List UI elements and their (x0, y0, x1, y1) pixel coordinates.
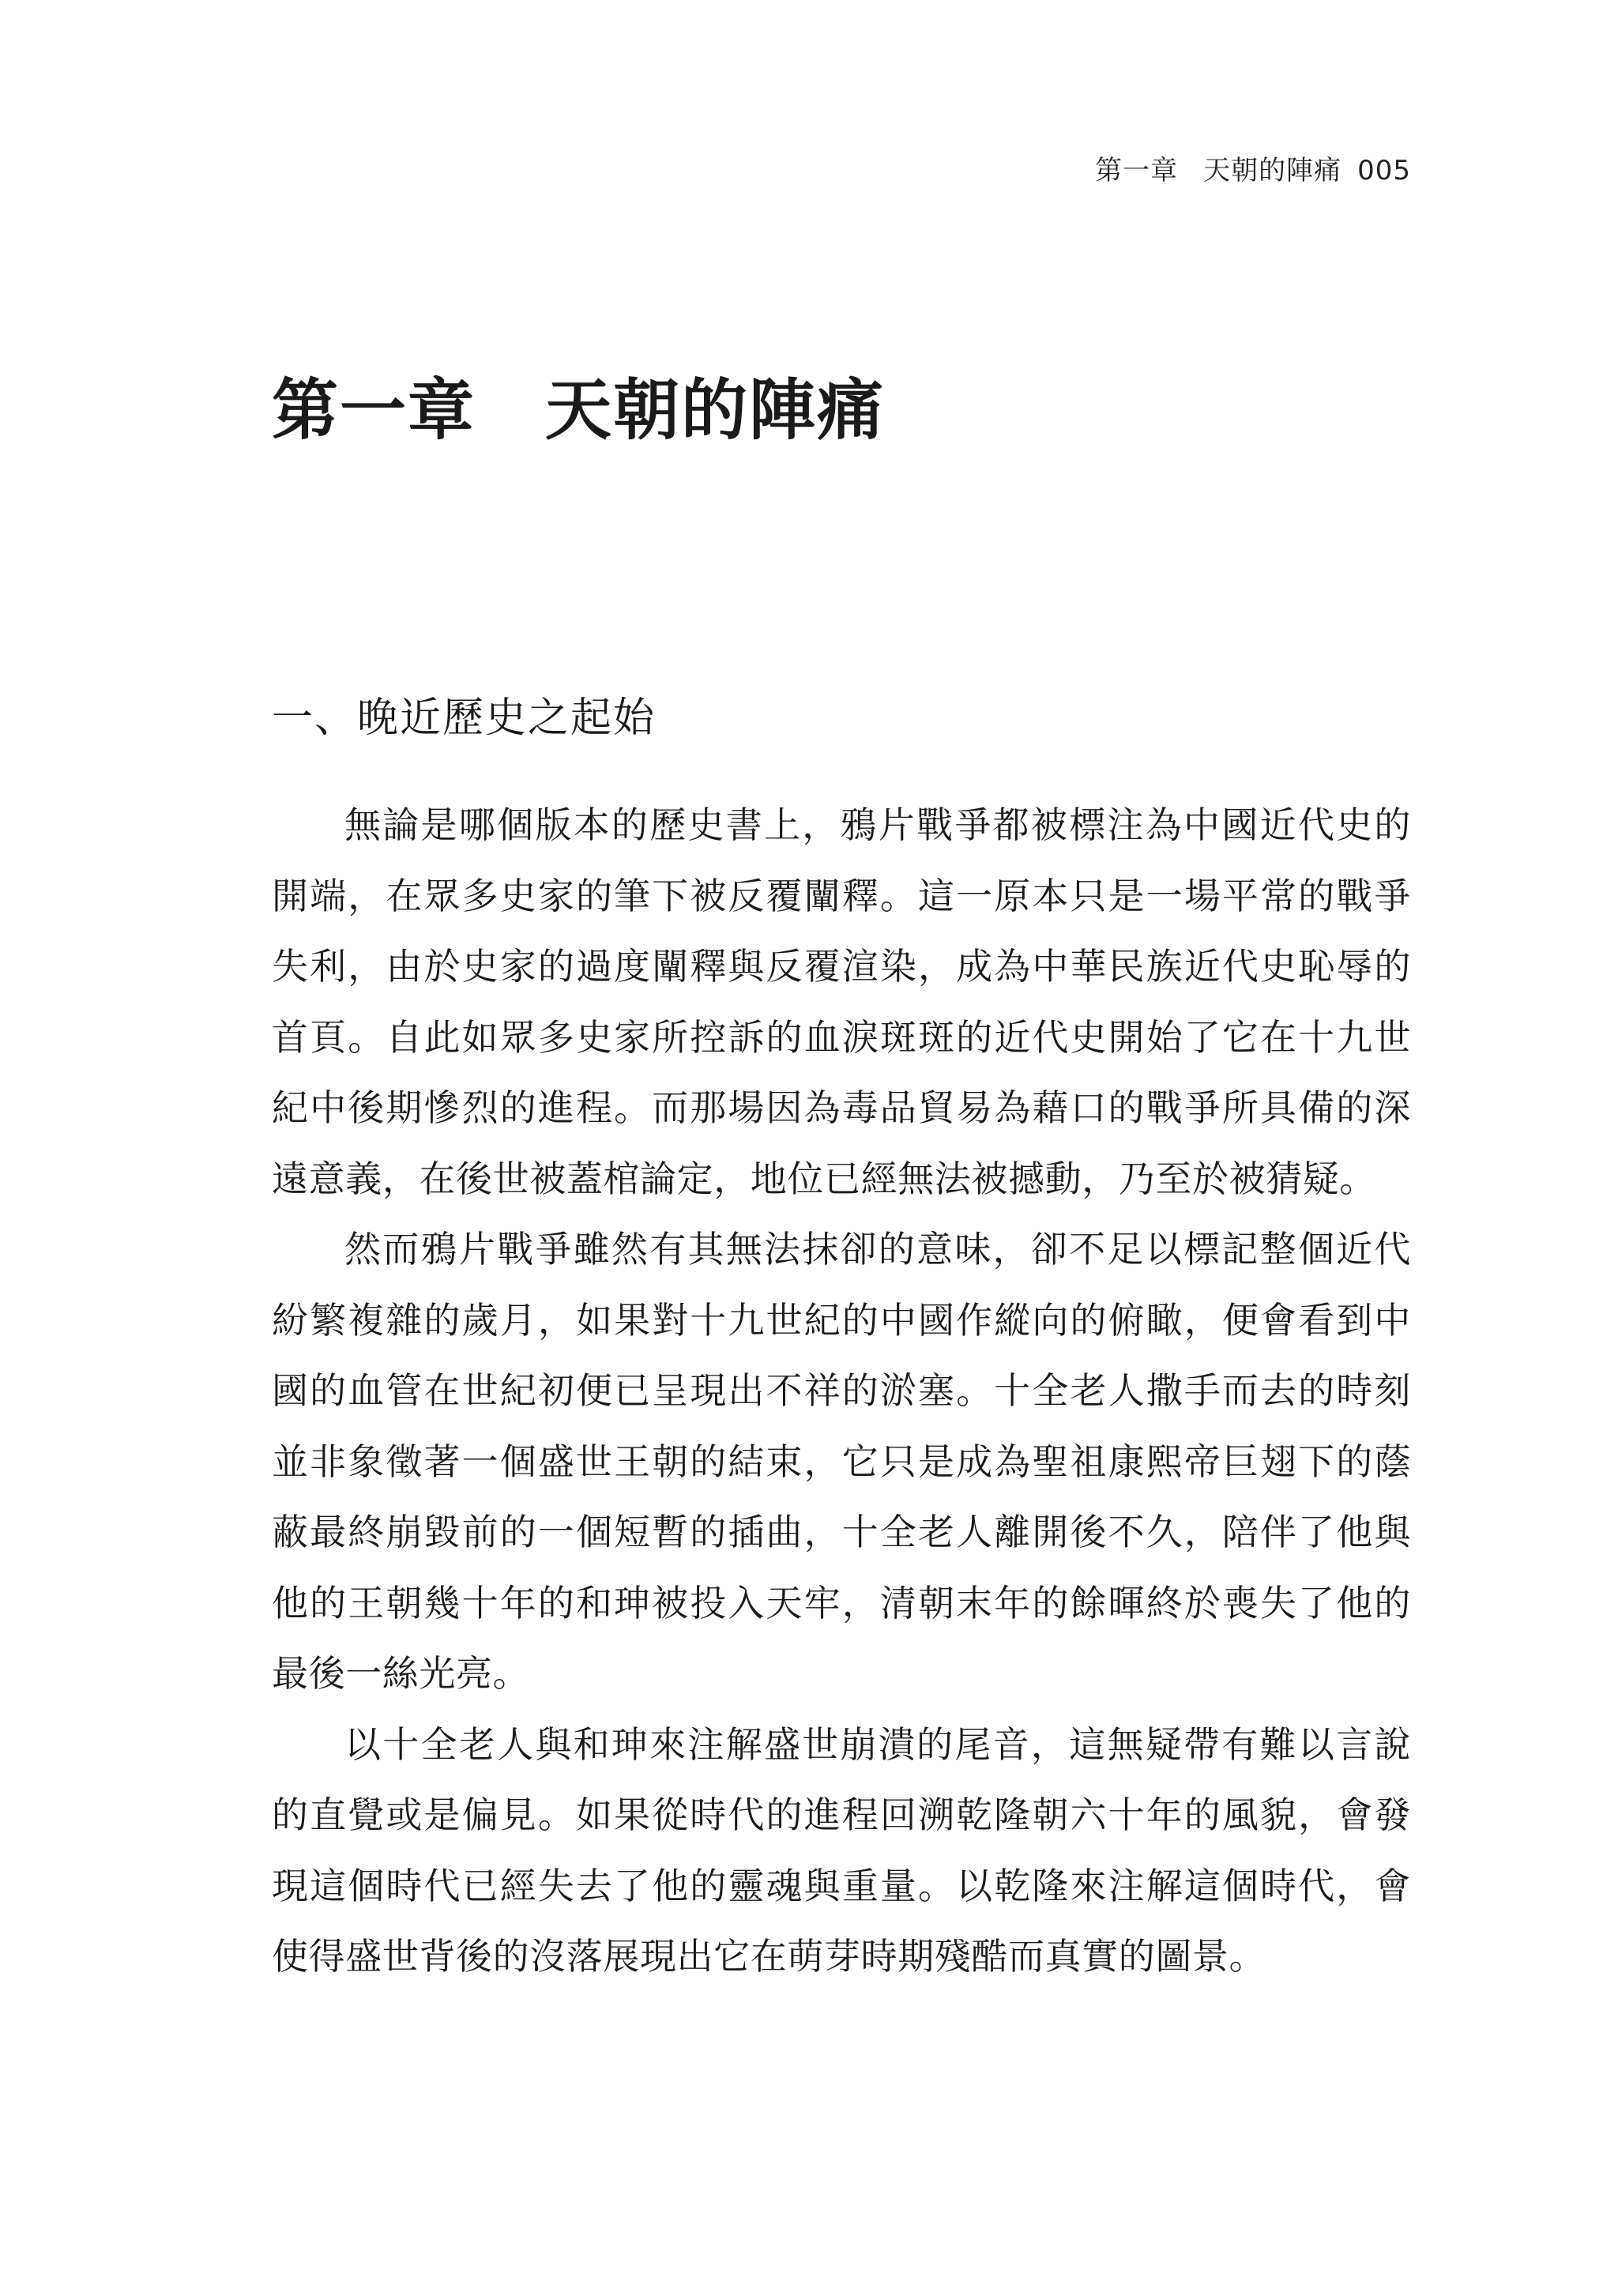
running-header-title: 天朝的陣痛 (1203, 155, 1342, 186)
paragraph: 無論是哪個版本的歷史書上，鴉片戰爭都被標注為中國近代史的開端，在眾多史家的筆下被反覆闡釋。這一原本只是一場平常的戰爭失利，由於史家的過度闡釋與反覆渲染，成為中華民族近代史恥辱的首頁。自此如眾多史家所控訴的血淚斑斑的近代史開始了它在十九世紀中後期慘烈的進程。而那場因為毒品貿易為藉口的戰爭所具備的深遠意義，在後世被蓋棺論定，地位已經無法被撼動，乃至於被猜疑。 (272, 804, 1411, 1200)
running-header (1095, 149, 1411, 187)
chapter-number: 第一章 (272, 371, 476, 449)
chapter-title (272, 357, 885, 453)
section-heading: 一、晚近歷史之起始 (272, 694, 657, 742)
page-number: 005 (1357, 155, 1411, 186)
paragraph: 然而鴉片戰爭雖然有其無法抹卻的意味，卻不足以標記整個近代紛繁複雜的歲月，如果對十九世紀的中國作縱向的俯瞰，便會看到中國的血管在世紀初便已呈現出不祥的淤塞。十全老人撒手而去的時刻並非象徵著一個盛世王朝的結束，它只是成為聖祖康熙帝巨翅下的蔭蔽最終崩毀前的一個短暫的插曲，十全老人離開後不久，陪伴了他與他的王朝幾十年的和珅被投入天牢，清朝末年的餘暉終於喪失了他的最後一絲光亮。 (272, 1228, 1411, 1695)
running-header-chapter: 第一章 (1095, 155, 1179, 186)
chapter-name: 天朝的陣痛 (545, 371, 886, 449)
body-text (272, 790, 1411, 1993)
paragraph: 以十全老人與和珅來注解盛世崩潰的尾音，這無疑帶有難以言說的直覺或是偏見。如果從時代的進程回溯乾隆朝六十年的風貌，會發現這個時代已經失去了他的靈魂與重量。以乾隆來注解這個時代，會使得盛世背後的沒落展現出它在萌芽時期殘酷而真實的圖景。 (272, 1722, 1411, 1978)
